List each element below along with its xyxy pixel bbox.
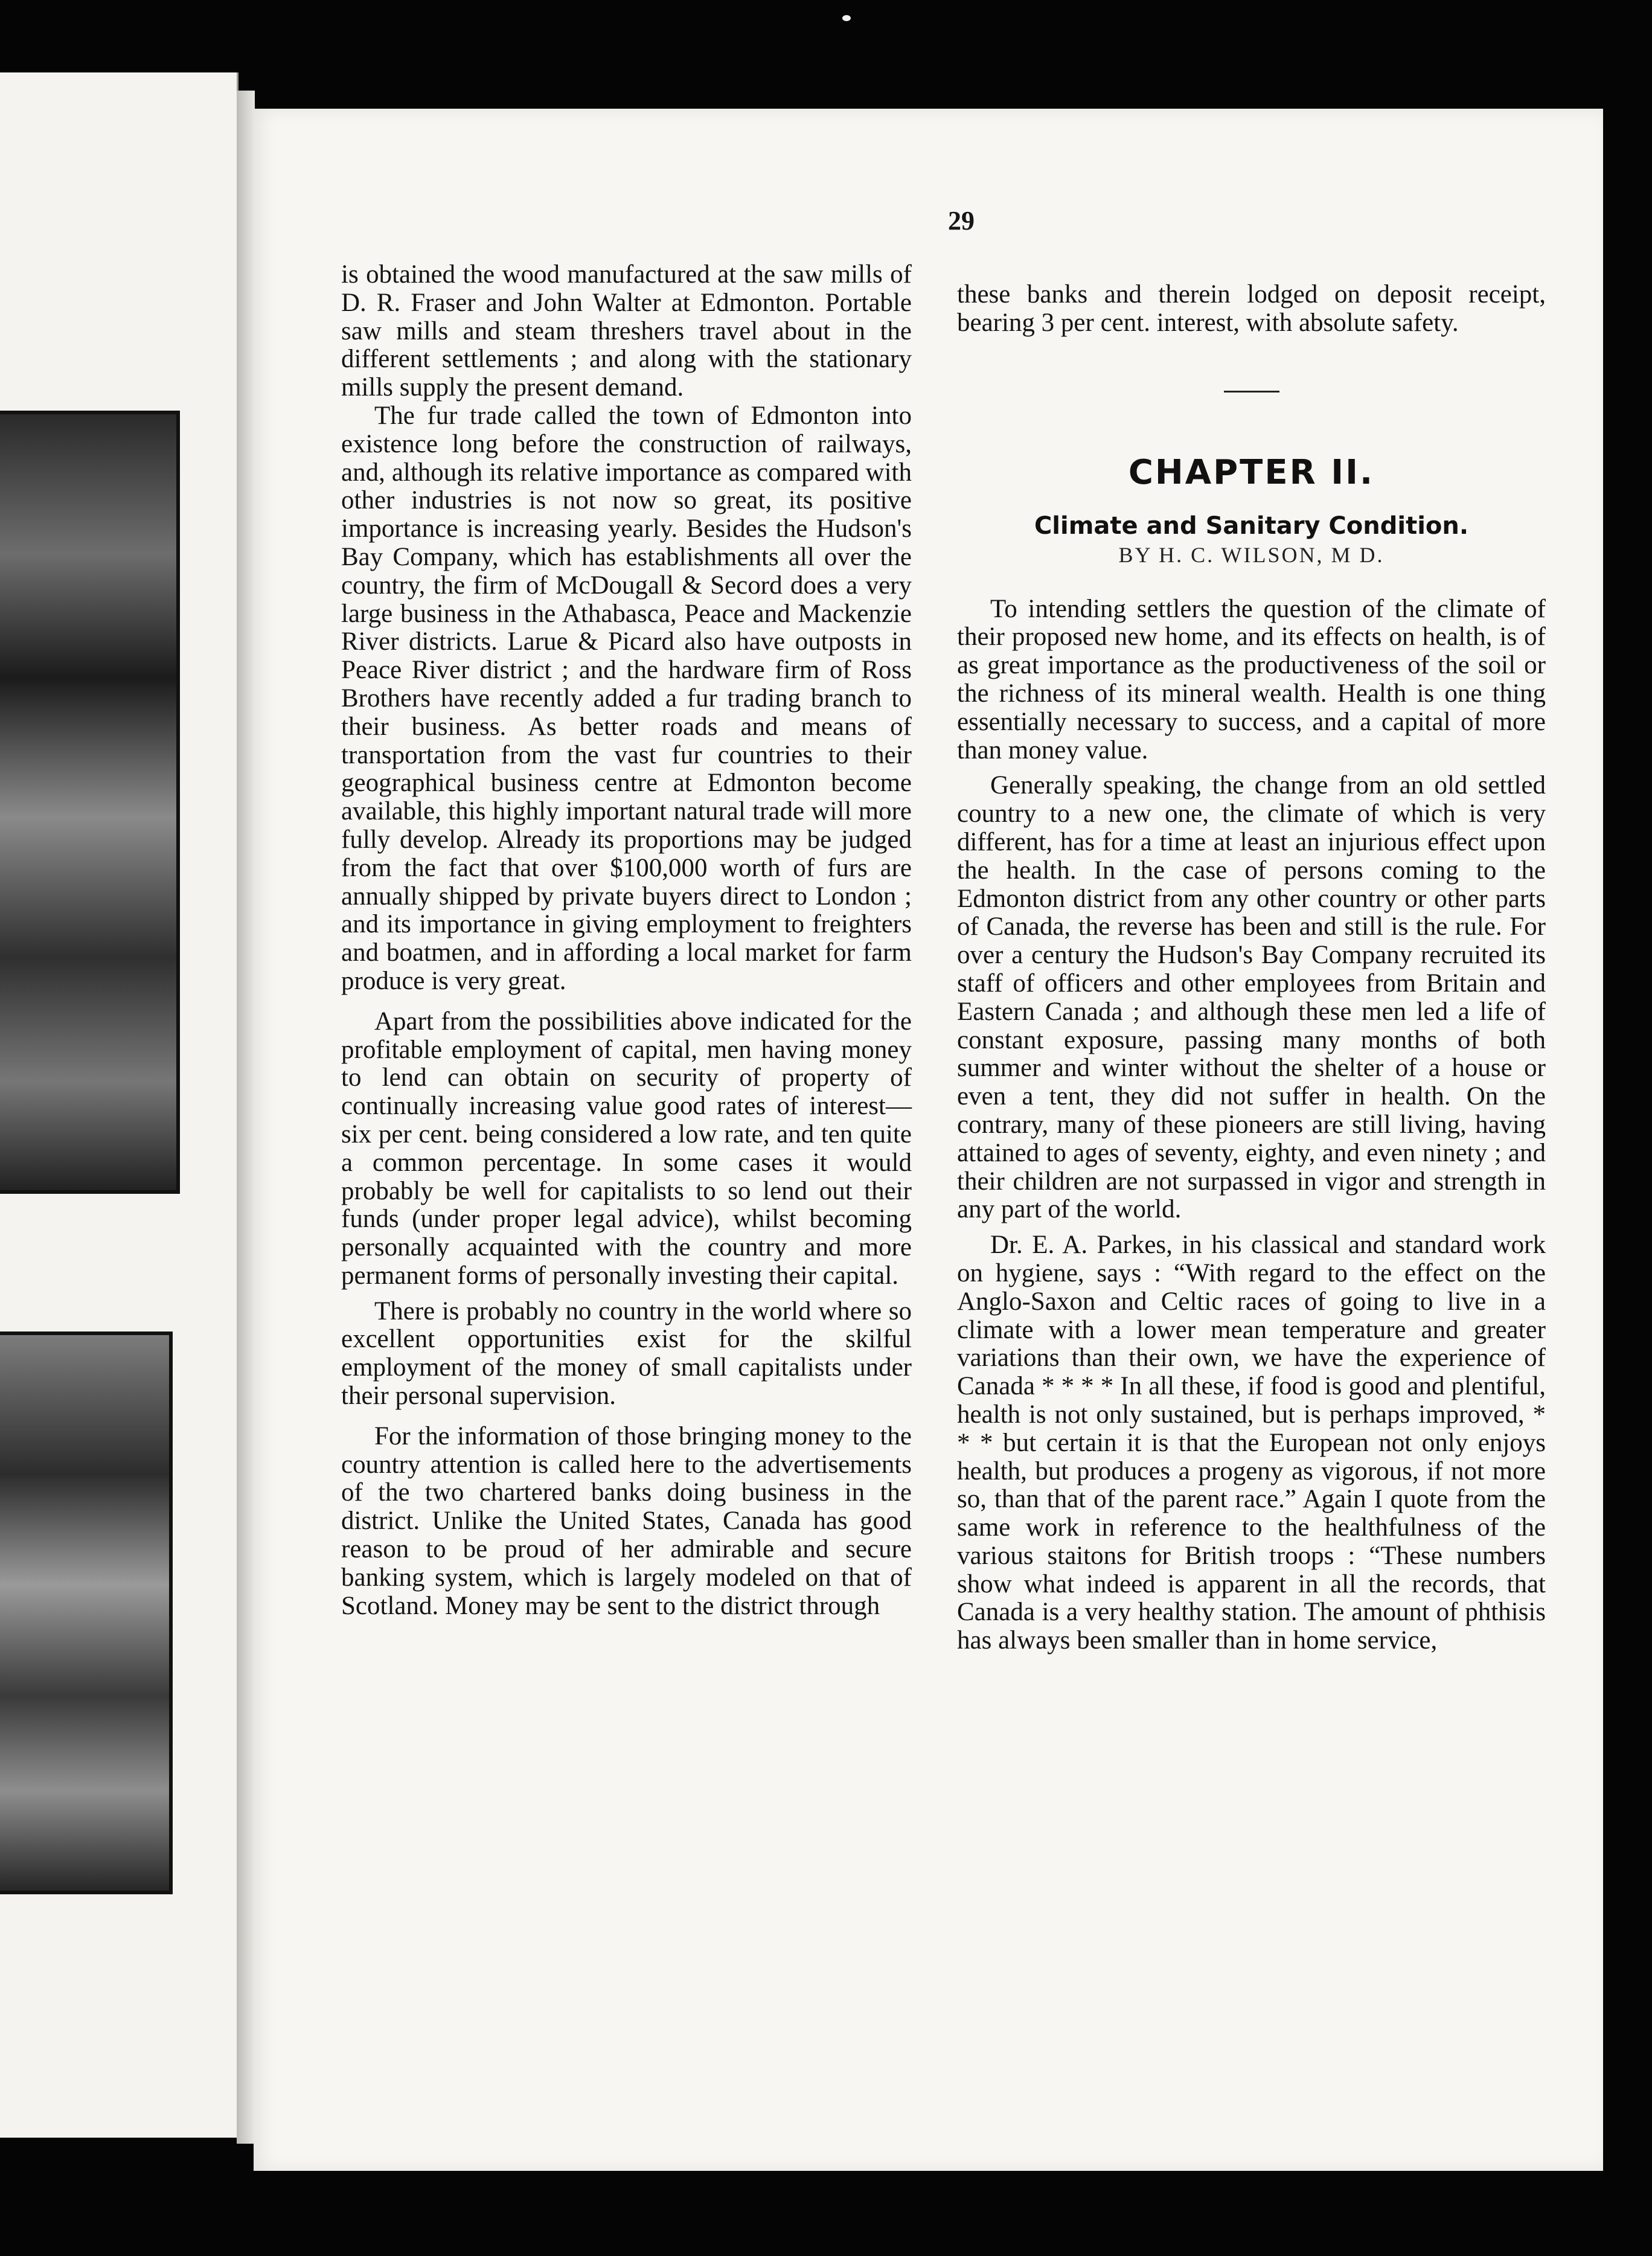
- paragraph-fur-trade: The fur trade called the town of Edmonton into existence long before the construction of railways, and, although its relative importance as compared with other industries is not now so great, its positive importance is increasing yearly. Besides the Hudson's Bay Company, which has establishments all over the country, the firm of McDougall & Secord does a very large business in the Athabasca, Peace and Mackenzie River districts. Larue & Picard also have outposts in Peace River district ; and the hardware firm of Ross Brothers have recently added a fur trading branch to their business. As better roads and means of transportation from the vast fur countries to their geographical business centre at Edmonton become available, this highly important natural trade will more fully develop. Already its proportions may be judged from the fact that over $100,000 worth of furs are annually shipped by private buyers direct to London ; and its importance in giving employment to freighters and boatmen, and in affording a local market for farm produce is very great.: [341, 401, 912, 995]
- book-page: [254, 109, 1603, 2171]
- facing-page-photo-top: [0, 411, 180, 1194]
- author-byline: BY H. C. WILSON, M D.: [1118, 542, 1385, 567]
- paragraph-climate-intro: To intending settlers the question of the climate of their proposed new home, and its effects on health, is of as great importance as the productiveness of the soil or the richness of its mineral wealth. Health is one thing essentially necessary to success, and a capital of more than money value.: [957, 594, 1546, 764]
- facing-page-photo-bottom: [0, 1331, 173, 1894]
- section-divider: [1224, 391, 1279, 393]
- book-gutter: [237, 91, 255, 2144]
- paragraph-climate-change: Generally speaking, the change from an old settled country to a new one, the climate of which is very different, has for a time at least an injurious effect upon the health. In the case of persons coming to the Edmonton district from any other country or other parts of Canada, the reverse has been and still is the rule. For over a century the Hudson's Bay Company recruited its staff of officers and other employees from Britain and Eastern Canada ; and although these men led a life of constant exposure, passing many months of both summer and winter without the shelter of a house or even a tent, they did not suffer in health. On the contrary, many of these pioneers are still living, having attained to ages of seventy, eighty, and even ninety ; and their children are not surpassed in vigor and strength in any part of the world.: [957, 771, 1546, 1224]
- page-number: 29: [948, 206, 975, 236]
- scan-speck: [842, 15, 851, 21]
- paragraph-parkes-quote: Dr. E. A. Parkes, in his classical and standard work on hygiene, says : “With regard to the effect on the Anglo-Saxon and Celtic races of going to live in a climate with a lower mean temperature and greater variations than their own, we have the experience of Canada * * * * In all these, if food is good and plentiful, health is not only sustained, but is perhaps improved, * * * but certain it is that the European not only enjoys health, but produces a progeny as vigorous, if not more so, than that of the parent race.” Again I quote from the same work in reference to the healthfulness of the various staitons for British troops : “These numbers show what indeed is apparent in all the records, that Canada is a very healthy station. The amount of phthisis has always been smaller than in home service,: [957, 1231, 1546, 1655]
- chapter-title: CHAPTER II.: [1128, 452, 1375, 492]
- paragraph-continuation: these banks and therein lodged on deposit receipt, bearing 3 per cent. interest, with absolute safety.: [957, 280, 1546, 337]
- right-text-column: [957, 281, 1546, 1655]
- left-text-column: [341, 261, 912, 1620]
- paragraph-banking: For the information of those bringing money to the country attention is called here to the advertisements of the two chartered banks doing business in the district. Unlike the United States, Canada has good reason to be proud of her admirable and secure banking system, which is largely modeled on that of Scotland. Money may be sent to the district through: [341, 1421, 912, 1620]
- chapter-subtitle: Climate and Sanitary Condition.: [1034, 511, 1469, 540]
- facing-page-fragment: [0, 72, 239, 2138]
- paragraph-sawmills: is obtained the wood manufactured at the saw mills of D. R. Fraser and John Walter at Edmonton. Portable saw mills and steam threshers travel about in the different settlements ; and along with the stationary mills supply the present demand.: [341, 260, 912, 402]
- paragraph-capital: Apart from the possibilities above indicated for the profitable employment of capital, men having money to lend can obtain on security of property of continually increasing value good rates of interest—six per cent. being considered a low rate, and ten quite a common percentage. In some cases it would probably be well for capitalists to so lend out their funds (under proper legal advice), whilst becoming personally acquainted with the country and more permanent forms of personally investing their capital.: [341, 1007, 912, 1290]
- paragraph-opportunities: There is probably no country in the world where so excellent opportunities exist for the skilful employment of the money of small capitalists under their personal supervision.: [341, 1296, 912, 1411]
